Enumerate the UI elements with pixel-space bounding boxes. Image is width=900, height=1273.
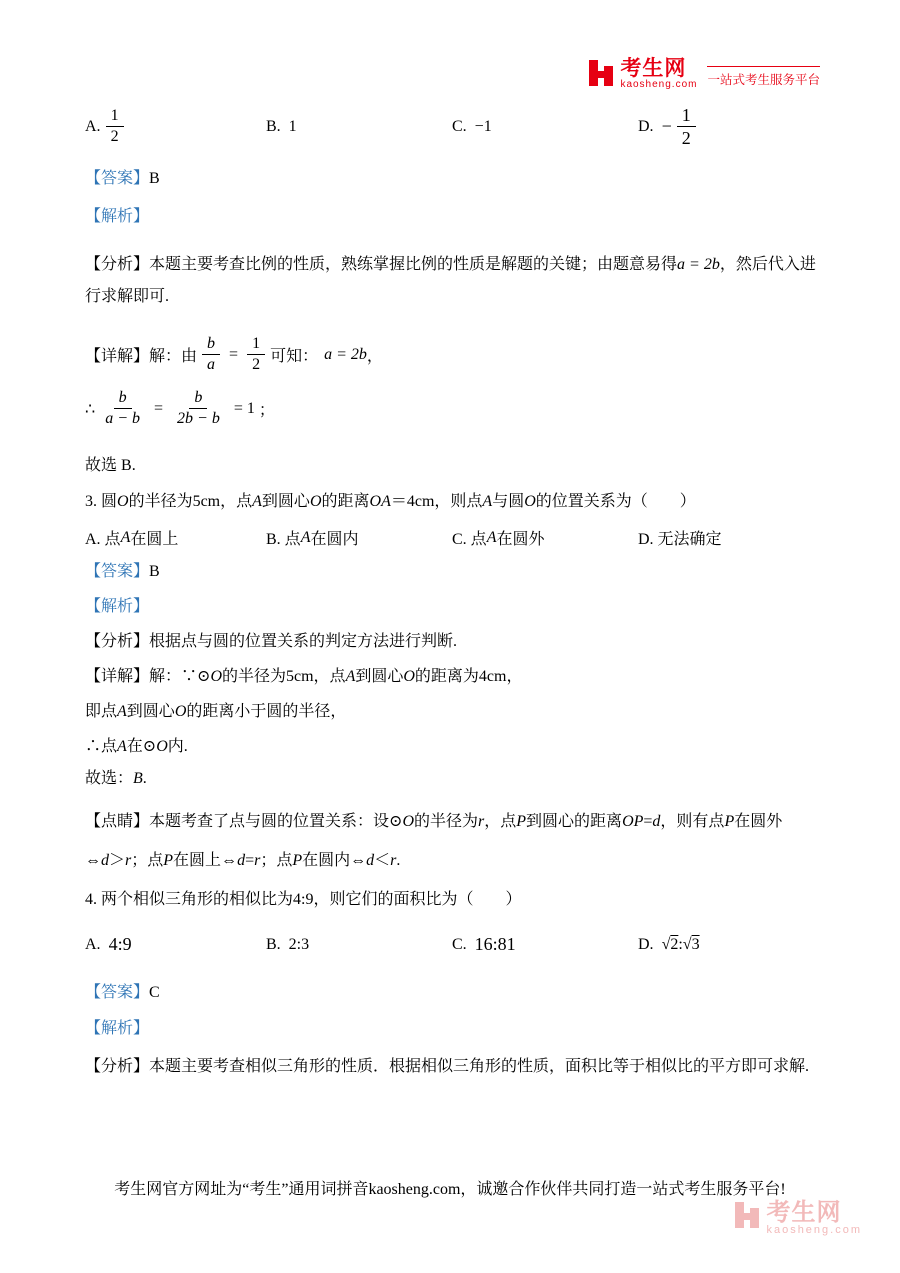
sqrt-expression (662, 936, 700, 954)
option-label: C. (452, 117, 467, 135)
text-segment: ，则它们的面积比为（ ） (313, 891, 522, 909)
text-segment: ，然后代入进 (719, 255, 816, 273)
numerator: 1 (247, 335, 265, 355)
equals-sign: = (153, 399, 164, 417)
q3-xiangjie-line1 (85, 665, 820, 689)
fenxi-tag: 【分析】 (85, 1058, 150, 1076)
text-segment: . (142, 770, 147, 788)
denominator: 2 (681, 128, 691, 149)
text-segment: 在圆上⇔ (173, 851, 238, 869)
denominator: a (207, 356, 216, 374)
header (85, 0, 820, 91)
numerator: 1 (677, 105, 696, 128)
math-var: A (117, 703, 127, 721)
denominator: 2b − b (177, 410, 220, 428)
text-segment: 的位置关系为（ ） (535, 493, 696, 511)
footer-slogan: 考生网官方网址为“考生”通用词拼音kaosheng.com，诚邀合作伙伴共同打造一站式考生服务平台! (114, 1181, 786, 1198)
q4-option-b (266, 936, 452, 954)
text-segment: 本题主要考查相似三角形的性质．根据相似三角形的性质，面积比等于相似比的平方即可求解. (149, 1058, 810, 1076)
math-var: A (120, 528, 131, 546)
xiangjie-tag: 【详解】 (85, 668, 150, 686)
radicand: 2 (670, 935, 679, 953)
math-var: O (524, 493, 536, 511)
math-var: A (486, 528, 497, 546)
q4-answer-line (85, 981, 820, 1005)
option-label: B. (266, 935, 281, 953)
q3-title (85, 490, 820, 514)
q3-xiangjie-line2 (85, 700, 820, 724)
text-segment: . (131, 457, 136, 475)
text-segment: A. 点 (85, 531, 121, 549)
text-segment: ＜ (374, 851, 391, 869)
text-segment: 可知： (270, 348, 319, 366)
text-segment: 在圆内⇔ (302, 851, 367, 869)
math-var: A (300, 528, 311, 546)
text-segment: 的半径为5cm，点 (222, 668, 346, 686)
answer-tag: 【答案】 (85, 563, 150, 581)
numerator: 1 (106, 107, 124, 127)
q2-options-row (85, 105, 820, 149)
minus-sign: − (661, 116, 672, 137)
math-var: O (156, 738, 168, 756)
watermark-domain: kaosheng.com (766, 1224, 862, 1237)
text-segment: 的半径为 (414, 813, 479, 831)
q2-fenxi-line1 (85, 249, 820, 281)
answer-tag: 【答案】 (85, 984, 150, 1002)
q2-option-d (638, 105, 701, 149)
text-segment: 到圆心 (261, 493, 310, 511)
watermark-brand: 考生网 (766, 1199, 842, 1226)
text-segment: 的距离小于圆的半径， (186, 703, 347, 721)
text-segment: ⇔ (85, 851, 101, 869)
text-segment: 的距离为4cm， (414, 668, 523, 686)
option-label: C. (452, 935, 467, 953)
math-expression: 4:9 (293, 891, 314, 909)
text-segment: C. 点 (452, 531, 487, 549)
math-var: O (117, 493, 129, 511)
q2-derivation-line (85, 389, 820, 429)
option-label: D. (638, 117, 654, 135)
q4-option-d (638, 936, 700, 954)
logo-text (620, 58, 697, 91)
text-segment: 内. (167, 738, 188, 756)
text-segment: 的距离 (321, 493, 370, 511)
text-segment: ＞ (109, 851, 126, 869)
q2-answer-line (85, 167, 820, 191)
math-var: P (163, 851, 174, 869)
q4-option-a (85, 934, 266, 955)
therefore-symbol: ∴ (85, 400, 96, 418)
q3-option-b (266, 526, 452, 549)
text-segment: 解：∵⊙ (149, 668, 211, 686)
footer-watermark (734, 1200, 862, 1237)
q2-jiexi-line (85, 205, 820, 229)
xiangjie-tag: 【详解】 (85, 348, 150, 366)
option-label: B. (266, 117, 281, 135)
logo-brand: 考生网 (620, 57, 687, 80)
q4-title (85, 888, 820, 912)
math-var: O (309, 493, 322, 511)
q2-fenxi-line2 (85, 281, 820, 313)
text-segment: 在圆外 (496, 531, 545, 549)
text-segment: 到圆心的距离 (526, 813, 623, 831)
fraction (172, 389, 225, 429)
radical-sign: √ (661, 935, 671, 953)
math-var: d (101, 851, 109, 869)
logo-domain: kaosheng.com (620, 79, 698, 91)
q3-option-d (638, 526, 722, 549)
answer-letter: B (133, 770, 143, 788)
math-expression: a = 2b (324, 345, 367, 363)
math-var: A (345, 668, 356, 686)
answer-value: B (149, 563, 160, 581)
text-segment: 3. 圆 (85, 493, 118, 511)
option-label: A. (85, 117, 101, 135)
math-var: r (478, 813, 485, 831)
math-var: OA (369, 493, 391, 511)
math-var: O (210, 668, 222, 686)
radicand: 3 (691, 935, 700, 953)
text-segment: 本题主要考查比例的性质，熟练掌握比例的性质是解题的关键；由题意易得 (149, 255, 678, 273)
math-var: O (174, 703, 187, 721)
jiexi-tag: 【解析】 (85, 1020, 150, 1038)
numerator: b (189, 389, 207, 409)
q2-option-a (85, 107, 266, 147)
q2-guxuan-line (85, 454, 820, 478)
option-label: D. (638, 935, 654, 953)
jiexi-tag: 【解析】 (85, 598, 150, 616)
math-var: P (516, 813, 527, 831)
kaosheng-logo-icon (588, 58, 614, 88)
text-segment: 在圆上 (130, 531, 179, 549)
option-value: −1 (474, 117, 492, 135)
text-segment: ； (258, 402, 275, 420)
q2-xiangjie-line (85, 335, 820, 375)
text-segment: 解：由 (149, 348, 198, 366)
numerator: b (114, 389, 132, 409)
text-segment: 在圆外 (734, 813, 783, 831)
jiexi-tag: 【解析】 (85, 207, 150, 225)
math-var: P (292, 851, 303, 869)
text-segment: 行求解即可. (85, 287, 170, 305)
text-segment: 到圆心 (126, 703, 175, 721)
option-value: 2:3 (288, 935, 310, 953)
math-var: d (237, 851, 246, 869)
text-segment: = (643, 813, 653, 831)
answer-tag: 【答案】 (85, 169, 150, 187)
kaosheng-watermark-icon (734, 1200, 760, 1230)
q3-guxuan-line (85, 767, 820, 791)
q3-option-c (452, 526, 638, 549)
text-segment: 即点 (85, 703, 118, 721)
text-segment: ，点 (484, 813, 517, 831)
math-var: A (482, 493, 493, 511)
denominator: 2 (252, 356, 261, 374)
fraction (202, 335, 220, 375)
text-segment: ；点 (260, 851, 293, 869)
text-segment: B. 点 (266, 531, 301, 549)
q3-jiexi-line (85, 595, 820, 619)
option-value: 4:9 (108, 934, 132, 955)
q4-options-row (85, 934, 820, 955)
math-var: r (254, 851, 261, 869)
math-var: d (366, 851, 375, 869)
math-var: O (402, 813, 414, 831)
logo-tagline: 一站式考生服务平台 (707, 66, 820, 88)
math-expression: a = 2b (677, 255, 720, 273)
fraction (106, 107, 124, 147)
fraction (677, 105, 696, 149)
option-label: A. (85, 935, 101, 953)
watermark-text (766, 1200, 862, 1237)
text-segment: D. 无法确定 (638, 531, 722, 549)
option-value: 1 (288, 117, 297, 135)
q2-option-b (266, 118, 452, 136)
kaosheng-logo (588, 58, 820, 91)
answer-letter: B (121, 457, 132, 475)
q3-answer-line (85, 560, 820, 584)
text-segment: 本题考查了点与圆的位置关系：设⊙ (149, 813, 403, 831)
text-segment: = (245, 851, 255, 869)
math-var: OP (622, 813, 644, 831)
math-var: d (652, 813, 661, 831)
text-segment: 根据点与圆的位置关系的判定方法进行判断. (149, 633, 458, 651)
text-segment: 的半径为5cm，点 (128, 493, 253, 511)
text-segment: ，则有点 (660, 813, 725, 831)
math-var: P (724, 813, 735, 831)
fenxi-tag: 【分析】 (85, 255, 150, 273)
denominator: a − b (105, 410, 140, 428)
q3-options-row (85, 526, 820, 549)
fraction (247, 335, 265, 375)
text-segment: 4. 两个相似三角形的相似比为 (85, 891, 294, 909)
equals-sign: = (229, 345, 239, 363)
text-segment: 在⊙ (126, 738, 157, 756)
text-segment: ， (366, 348, 383, 366)
text-segment: 在圆内 (310, 531, 359, 549)
radical-sign: √ (682, 935, 692, 953)
dianjing-tag: 【点睛】 (85, 813, 150, 831)
fenxi-tag: 【分析】 (85, 633, 150, 651)
math-var: A (117, 738, 127, 756)
math-var: r (390, 851, 397, 869)
answer-value: B (149, 169, 160, 187)
text-segment: . (396, 851, 401, 869)
text-segment: 故选 (85, 457, 118, 475)
math-var: O (403, 668, 415, 686)
q3-xiangjie-line3 (85, 735, 820, 759)
q3-option-a (85, 526, 266, 549)
text-segment: ∴点 (85, 738, 118, 756)
q4-fenxi-line (85, 1055, 820, 1079)
fraction (100, 389, 145, 429)
math-var: r (125, 851, 132, 869)
text-segment: 到圆心 (355, 668, 404, 686)
q3-dianjing-line2 (85, 842, 820, 880)
text-segment: 与圆 (492, 493, 525, 511)
math-var: A (252, 493, 262, 511)
q2-option-c (452, 118, 638, 136)
answer-value: C (149, 984, 160, 1002)
q3-dianjing-line1 (85, 803, 820, 841)
document-content (85, 0, 820, 1079)
q4-option-c (452, 934, 638, 955)
text-segment: ＝4cm，则点 (390, 493, 483, 511)
option-value: 16:81 (474, 934, 516, 955)
numerator: b (202, 335, 220, 355)
colon: : (678, 935, 683, 953)
q3-fenxi-line (85, 630, 820, 654)
denominator: 2 (110, 128, 119, 146)
equals-one: = 1 (233, 399, 255, 417)
text-segment: 故选： (85, 770, 134, 788)
q4-jiexi-line (85, 1017, 820, 1041)
text-segment: ；点 (131, 851, 164, 869)
